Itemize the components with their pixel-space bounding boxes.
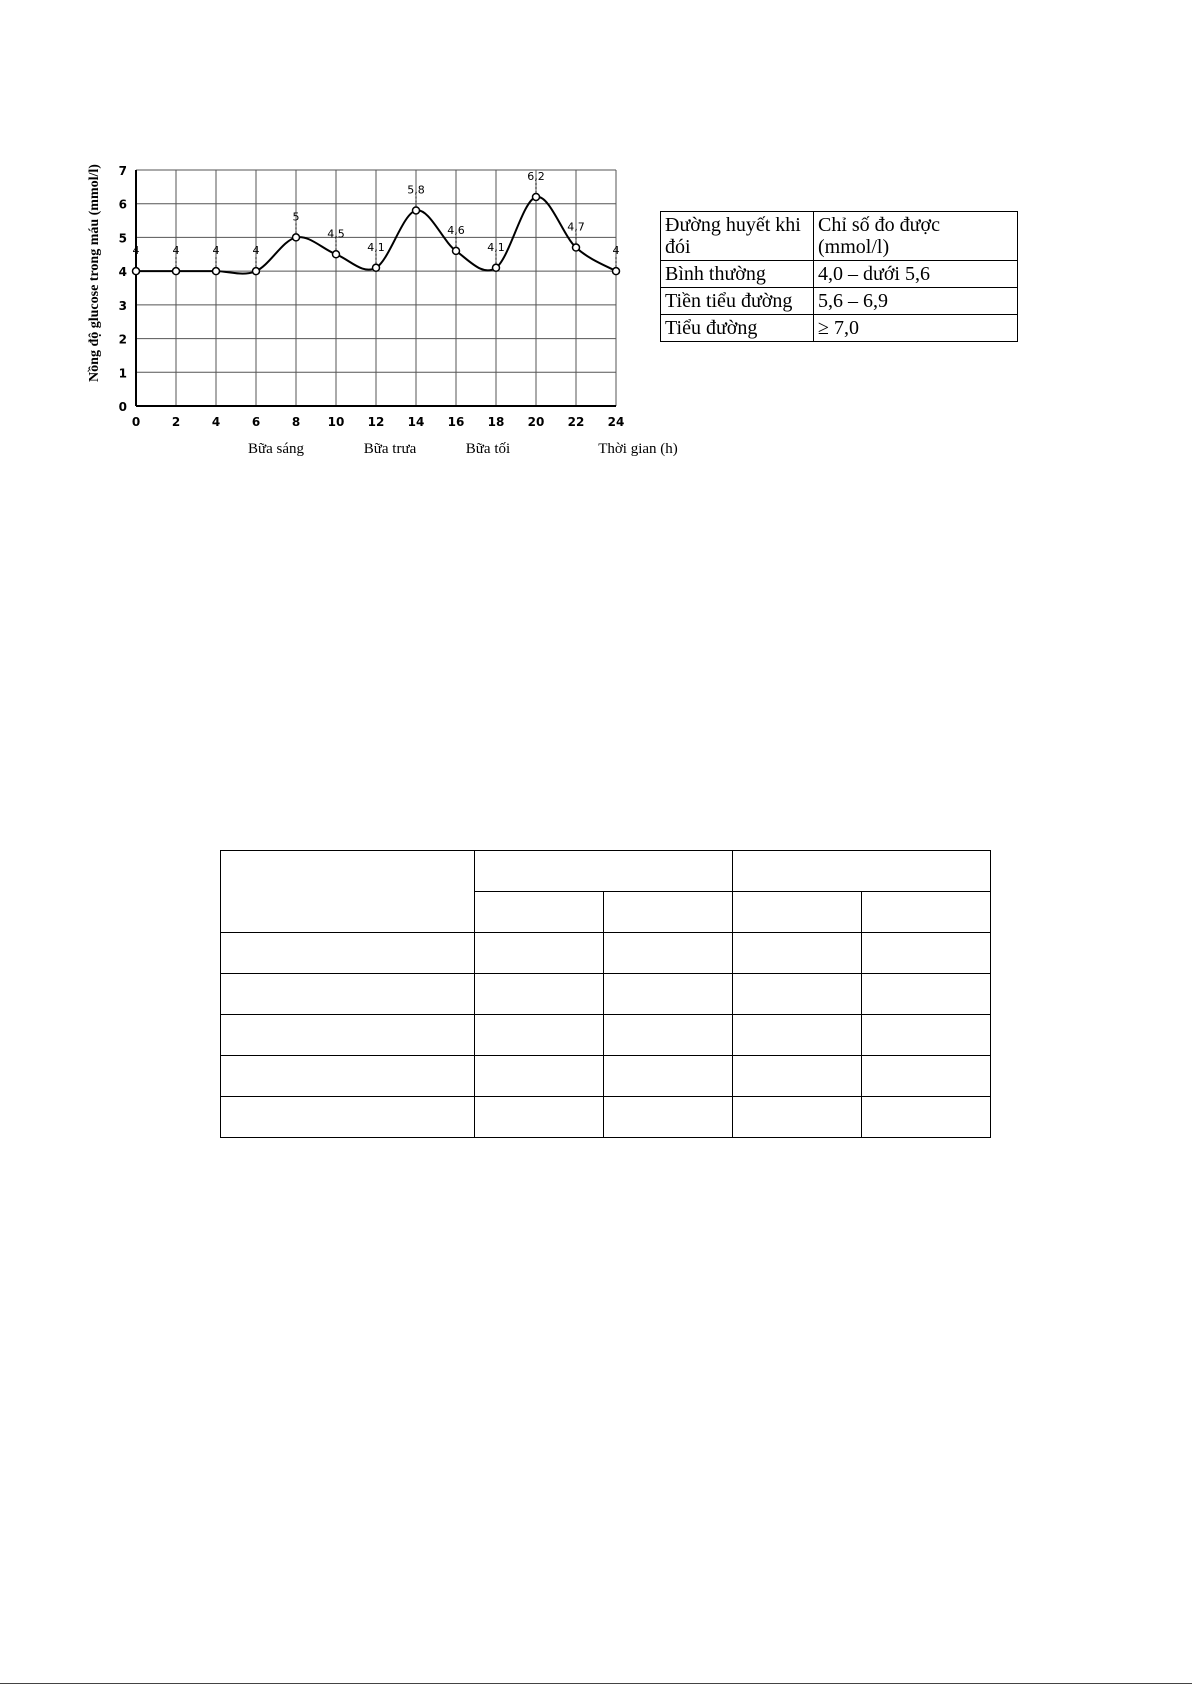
table-cell: Tiền tiểu đường (661, 288, 814, 315)
data-point (453, 247, 460, 254)
data-point (133, 268, 140, 275)
table-cell (733, 851, 991, 892)
y-tick-label: 3 (118, 298, 127, 313)
table-cell (475, 1015, 604, 1056)
table-cell (733, 892, 862, 933)
table-cell (221, 933, 475, 974)
x-tick-label: 10 (327, 415, 345, 429)
table-cell (221, 1015, 475, 1056)
table-cell: Tiểu đường (661, 315, 814, 342)
table-cell (733, 1056, 862, 1097)
data-point (413, 207, 420, 214)
x-tick-label: 18 (487, 415, 505, 429)
data-point (213, 268, 220, 275)
table-row (221, 1097, 991, 1138)
x-axis-label: Thời gian (h) (598, 441, 678, 457)
empty-answer-table (220, 850, 991, 1138)
table-cell (475, 851, 733, 892)
data-label: 4 (612, 244, 620, 258)
table-cell (604, 974, 733, 1015)
x-tick-label: 4 (211, 415, 221, 429)
table-header-cell: Chỉ số đo được (mmol/l) (814, 212, 1018, 261)
table-row (661, 261, 1018, 288)
meal-annotation: Bữa sáng (247, 441, 305, 457)
y-tick-label: 4 (118, 265, 127, 280)
table-cell: 4,0 – dưới 5,6 (814, 261, 1018, 288)
y-tick-label: 7 (118, 164, 127, 178)
table-cell (475, 933, 604, 974)
table-cell (604, 1056, 733, 1097)
chart-grid (136, 170, 616, 406)
data-point (613, 268, 620, 275)
table-cell: 5,6 – 6,9 (814, 288, 1018, 315)
table-cell (475, 892, 604, 933)
data-label: 4,6 (447, 223, 465, 237)
table-cell (862, 1097, 991, 1138)
meal-annotation: Bữa trưa (363, 441, 417, 457)
table-row (661, 288, 1018, 315)
table-cell (733, 1097, 862, 1138)
table-cell (475, 1097, 604, 1138)
table-row (221, 1015, 991, 1056)
table-cell (604, 892, 733, 933)
meal-annotation: Bữa tối (465, 441, 511, 457)
data-label: 5,8 (407, 183, 425, 197)
table-cell (862, 974, 991, 1015)
x-tick-label: 14 (407, 415, 425, 429)
table-cell (862, 1015, 991, 1056)
table-cell (475, 1056, 604, 1097)
table-cell: ≥ 7,0 (814, 315, 1018, 342)
data-point (493, 264, 500, 271)
blood-sugar-reference-table (660, 211, 1018, 342)
table-row (221, 1056, 991, 1097)
data-label: 4,7 (567, 220, 585, 234)
data-label: 4 (172, 244, 180, 258)
table-cell (733, 974, 862, 1015)
data-label: 4,1 (487, 240, 505, 254)
table-row (221, 974, 991, 1015)
table-header-row (661, 212, 1018, 261)
table-row (221, 933, 991, 974)
table-cell (221, 974, 475, 1015)
table-cell (733, 1015, 862, 1056)
data-label: 4 (212, 244, 220, 258)
x-tick-label: 12 (367, 415, 385, 429)
x-tick-label: 0 (131, 415, 141, 429)
x-tick-label: 20 (527, 415, 545, 429)
data-point (573, 244, 580, 251)
x-tick-label: 6 (251, 415, 261, 429)
meal-annotations (248, 441, 510, 457)
data-label: 5 (292, 210, 300, 224)
y-tick-label: 2 (118, 332, 127, 347)
table-row (661, 315, 1018, 342)
table-cell (862, 1056, 991, 1097)
x-tick-label: 22 (567, 415, 585, 429)
table-cell (862, 933, 991, 974)
table-cell: Bình thường (661, 261, 814, 288)
data-label: 6,2 (527, 169, 545, 183)
data-point (293, 234, 300, 241)
data-point (373, 264, 380, 271)
x-tick-label: 16 (447, 415, 465, 429)
table-header-cell: Đường huyết khi đói (661, 212, 814, 261)
data-point (333, 251, 340, 258)
y-tick-label: 1 (118, 366, 127, 381)
glucose-line-chart (80, 155, 700, 465)
x-tick-label: 2 (171, 415, 181, 429)
data-label: 4 (132, 244, 140, 258)
table-cell (604, 1097, 733, 1138)
table-row (221, 851, 991, 892)
data-label: 4,1 (367, 240, 385, 254)
data-label: 4,5 (327, 227, 345, 241)
y-axis-label: Nồng độ glucose trong máu (mmol/l) (87, 164, 102, 382)
table-cell (604, 933, 733, 974)
table-cell (733, 933, 862, 974)
data-point (253, 268, 260, 275)
x-tick-label: 24 (607, 415, 625, 429)
y-tick-label: 5 (118, 231, 127, 246)
table-cell (221, 1056, 475, 1097)
table-cell (862, 892, 991, 933)
y-tick-label: 0 (118, 400, 127, 414)
table-cell (221, 1097, 475, 1138)
data-label: 4 (252, 244, 260, 258)
table-cell (475, 974, 604, 1015)
data-point (533, 193, 540, 200)
x-tick-label: 8 (291, 415, 301, 429)
page-bottom-border (0, 1683, 1192, 1684)
table-cell (604, 1015, 733, 1056)
y-tick-label: 6 (118, 197, 127, 212)
table-cell (221, 851, 475, 933)
data-point (173, 268, 180, 275)
